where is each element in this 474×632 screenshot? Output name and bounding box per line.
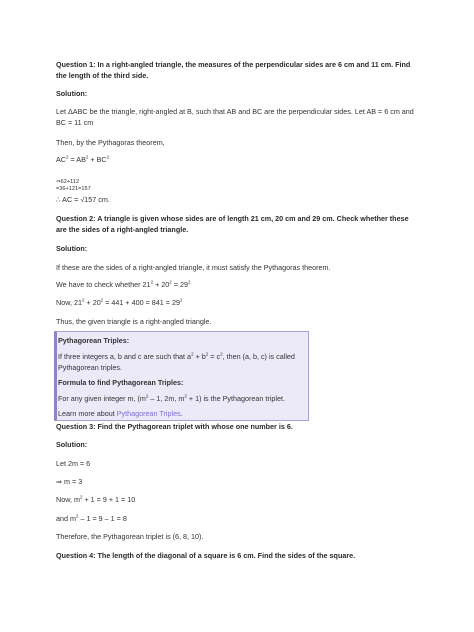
pythagorean-triples-link[interactable]: Pythagorean Triples [116, 409, 181, 418]
box-text-1: If three integers a, b and c are such that $a^2 + b^2 = c^2$, then (a, b, c) is called Pythagorean triples. [58, 351, 295, 372]
question-1-paragraph-1: Let ΔABC be the triangle, right-angled at B, such that AB and BC are the perpendicular sides. Let AB = 6 cm and BC = 11 cm [56, 107, 414, 127]
question-1-step-3: ∴ AC = √157 cm. [56, 195, 110, 204]
question-3-solution-label: Solution: [56, 440, 88, 449]
box-text-2: For any given integer m, ($m^2 - 1$, 2m, $m^2 + 1$) is the Pythagorean triplet. [58, 393, 285, 403]
question-1-solution-label: Solution: [56, 89, 88, 98]
question-3-line-3: Now, $m^2 + 1 = 9 + 1 = 10$ [56, 494, 136, 504]
question-1-title: Question 1: In a right-angled triangle, the measures of the perpendicular sides are 6 cm and 11 cm. Find the length of the third side. [56, 60, 411, 80]
question-3-line-2: ⇒ m = 3 [56, 477, 83, 486]
box-title-2: Formula to find Pythagorean Triples: [58, 378, 184, 387]
box-title-1: Pythagorean Triples: [58, 336, 130, 345]
question-4-title: Question 4: The length of the diagonal of a square is 6 cm. Find the sides of the square. [56, 551, 356, 560]
question-2-paragraph-2: We have to check whether $21^2 + 20^2 = 29^2$ [56, 279, 191, 289]
question-2-paragraph-4: Thus, the given triangle is a right-angled triangle. [56, 317, 212, 326]
question-3-line-1: Let 2m = 6 [56, 459, 91, 468]
question-1-step-2: =36+121=157 [56, 186, 91, 192]
question-2-paragraph-3: Now, $21^2 + 20^2 = 441 + 400 = 841 = 29^2$ [56, 297, 183, 307]
question-2-solution-label: Solution: [56, 244, 88, 253]
question-2-title: Question 2: A triangle is given whose sides are of length 21 cm, 20 cm and 29 cm. Check whether these are the sides of a right-angled triangle. [56, 214, 409, 234]
question-2-paragraph-1: If these are the sides of a right-angled triangle, it must satisfy the Pythagoras theorem. [56, 263, 331, 272]
question-3-line-5: Therefore, the Pythagorean triplet is (6, 8, 10). [56, 532, 204, 541]
question-3-line-4: and $m^2 - 1 = 9 - 1 = 8$ [56, 513, 127, 523]
question-1-step-1: ⇒62+112 [56, 179, 80, 185]
question-1-paragraph-2: Then, by the Pythagoras theorem, [56, 138, 165, 147]
question-1-equation: $AC^2 = AB^2 + BC^2$ [56, 154, 110, 164]
box-learn-more: Learn more about Pythagorean Triples. [58, 409, 183, 418]
question-3-title: Question 3: Find the Pythagorean triplet with whose one number is 6. [56, 422, 293, 431]
